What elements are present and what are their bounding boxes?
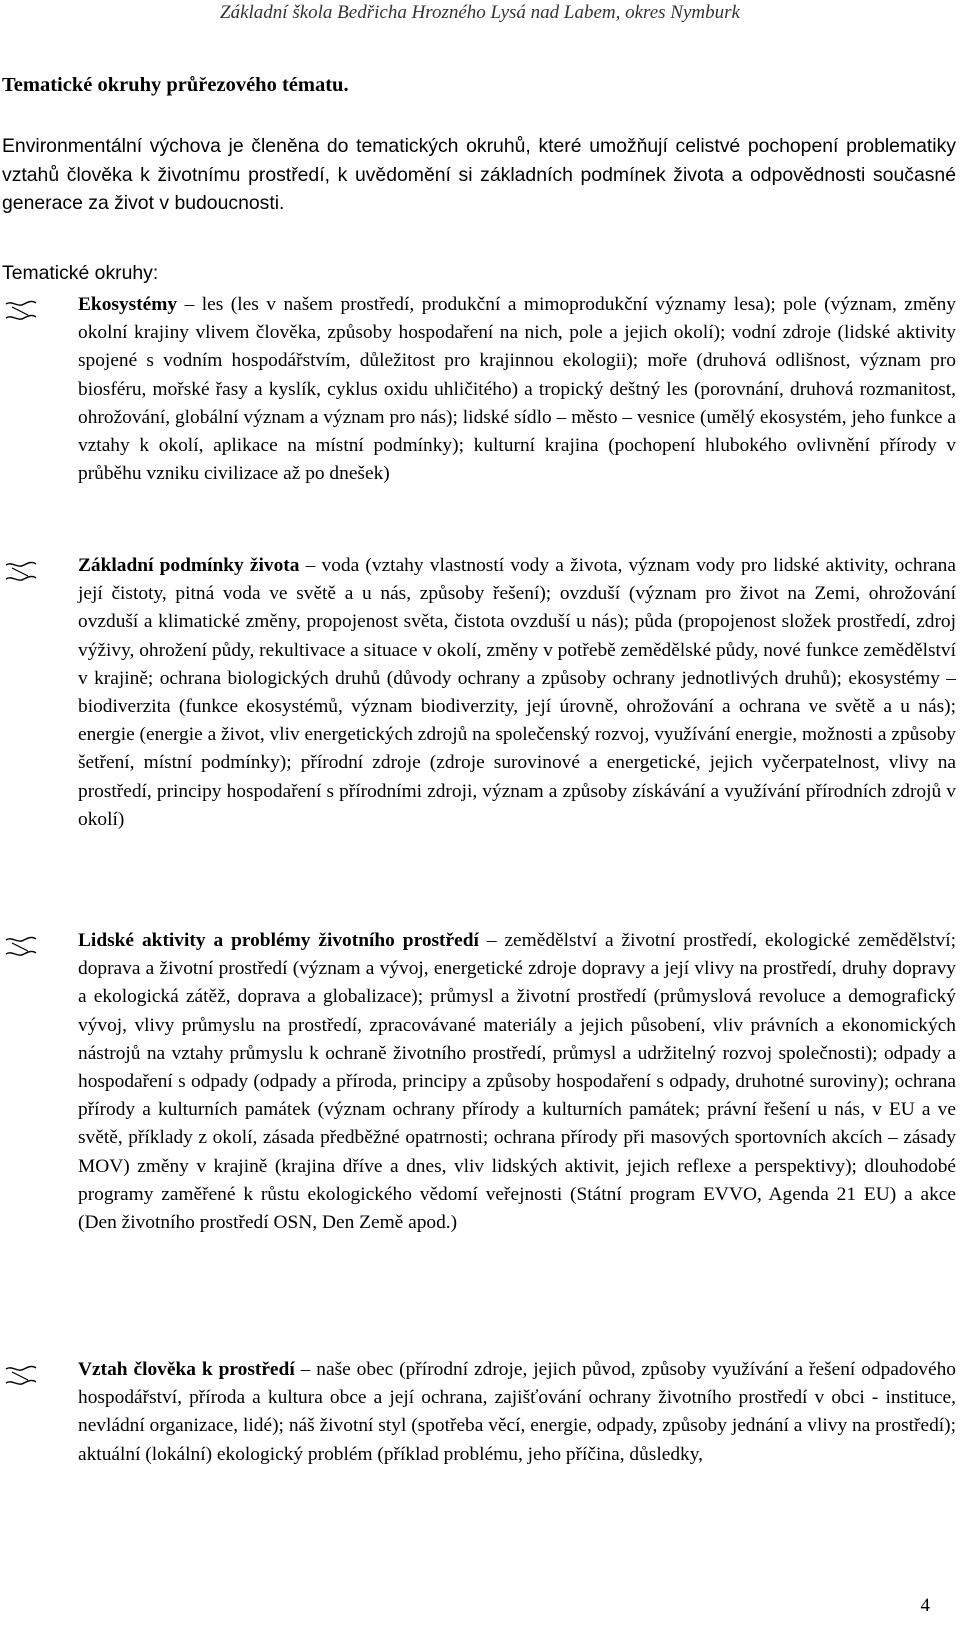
wavy-bullet-icon — [2, 298, 42, 324]
list-item — [78, 552, 956, 834]
intro-paragraph: Environmentální výchova je členěna do tematických okruhů, které umožňují celistvé pochopení problematiky vztahů člověka k životnímu prostředí, k uvědomění si základních podmínek života a odpovědnosti současné generace za život v budoucnosti. — [2, 135, 956, 214]
wavy-bullet-icon — [2, 1363, 42, 1389]
item-text: – les (les v našem prostředí, produkční a mimoprodukční významy lesa); pole (význam, změny okolní krajiny vlivem člověka, způsoby hospodaření na nich, pole a jejich okolí); vodní zdroje (lidské aktivity spojené s vodním hospodářstvím, důležitost pro krajinnou ekologii); moře (druhová odlišnost, význam pro biosféru, mořské řasy a kyslík, cyklus oxidu uhličitého) a tropický deštný les (porovnání, druhová rozmanitost, ohrožování, globální význam a význam pro nás); lidské sídlo – město – vesnice (umělý ekosystém, jeho funkce a vztahy k okolí, aplikace na místní podmínky); kulturní krajina (pochopení hlubokého ovlivnění přírody v průběhu vzniku civilizace až po dnešek) — [78, 294, 956, 485]
item-title: Ekosystémy — [78, 294, 178, 315]
item-text: – naše obec (přírodní zdroje, jejich původ, způsoby využívání a řešení odpadového hospodářství, příroda a kultura obce a její ochrana, zajišťování ochrany životního prostředí v obci - instituce, nevládní organizace, lidé); náš životní styl (spotřeba věcí, energie, odpady, způsoby jednání a vlivy na prostředí); aktuální (lokální) ekologický problém (příklad problému, jeho příčina, důsledky, — [78, 1359, 956, 1465]
list-item — [78, 291, 956, 488]
list-item — [78, 1356, 956, 1469]
page-header: Základní škola Bedřicha Hrozného Lysá nad Labem, okres Nymburk — [220, 2, 740, 23]
section-title: Tematické okruhy průřezového tématu. — [2, 74, 349, 96]
item-text: – zemědělství a životní prostředí, ekologické zemědělství; doprava a životní prostředí (význam a vývoj, energetické zdroje dopravy a její vlivy na prostředí, druhy dopravy a ekologická zátěž, doprava a globalizace); průmysl a životní prostředí (průmyslová revoluce a demografický vývoj, vlivy průmyslu na prostředí, zpracovávané materiály a jejich působení, vliv právních a ekonomických nástrojů na vztahy průmyslu k ochraně životního prostředí, průmysl a udržitelný rozvoj společnosti); odpady a hospodaření s odpady (odpady a příroda, principy a způsoby hospodaření s odpady, druhotné suroviny); ochrana přírody a kulturních památek (význam ochrany přírody a kulturních památek; právní řešení u nás, v EU a ve světě, příklady z okolí, zásada předběžné opatrnosti; ochrana přírody při masových sportovních akcích – zásady MOV) změny v krajině (krajina dříve a dnes, vliv lidských aktivit, jejich reflexe a perspektivy); dlouhodobé programy zaměřené k růstu ekologického vědomí veřejnosti (Státní program EVVO, Agenda 21 EU) a akce (Den životního prostředí OSN, Den Země apod.) — [78, 930, 956, 1234]
list-item — [78, 927, 956, 1237]
item-title: Základní podmínky života — [78, 555, 300, 576]
topics-label: Tematické okruhy: — [2, 262, 159, 284]
wavy-bullet-icon — [2, 559, 42, 585]
item-title: Vztah člověka k prostředí — [78, 1359, 295, 1380]
item-title: Lidské aktivity a problémy životního prostředí — [78, 930, 479, 951]
wavy-bullet-icon — [2, 934, 42, 960]
item-text: – voda (vztahy vlastností vody a života, význam vody pro lidské aktivity, ochrana její čistoty, pitná voda ve světě a u nás, způsoby řešení); ovzduší (význam pro život na Zemi, ohrožování ovzduší a klimatické změny, propojenost světa, čistota ovzduší u nás); půda (propojenost složek prostředí, zdroj výživy, ohrožení půdy, rekultivace a situace v okolí, změny v potřebě zemědělské půdy, nové funkce zemědělství v krajině; ochrana biologických druhů (důvody ochrany a způsoby ochrany jednotlivých druhů); ekosystémy – biodiverzita (funkce ekosystémů, význam biodiverzity, její úrovně, ohrožování a ochrana ve světě a u nás); energie (energie a život, vliv energetických zdrojů na společenský rozvoj, využívání energie, možnosti a způsoby šetření, místní podmínky); přírodní zdroje (zdroje surovinové a energetické, jejich vyčerpatelnost, vlivy na prostředí, principy hospodaření s přírodními zdroji, význam a způsoby získávání a využívání přírodních zdrojů v okolí) — [78, 555, 956, 830]
page-number: 4 — [920, 1595, 930, 1616]
